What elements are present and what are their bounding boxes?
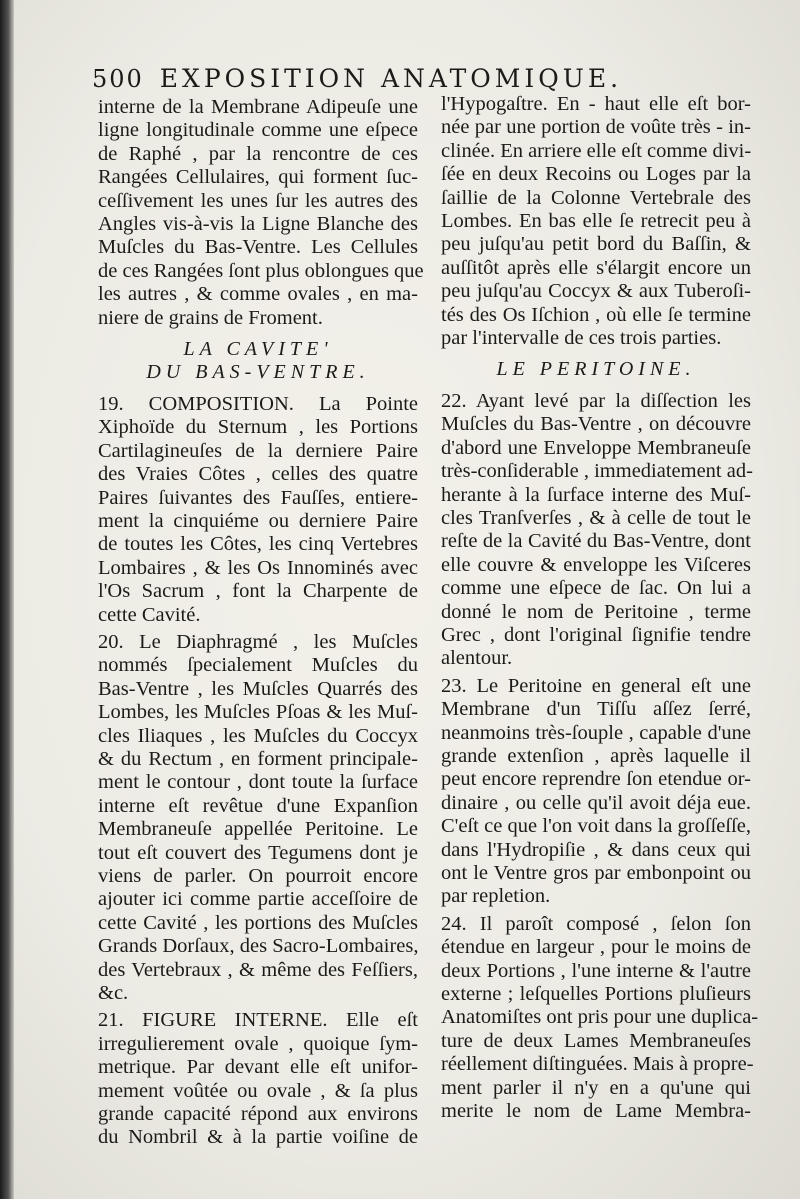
section-heading: LE PERITOINE. bbox=[496, 358, 696, 381]
text-line: peu juſqu'au Coccyx & aux Tuberoſi- bbox=[441, 280, 751, 303]
text-line: interne eſt revêtue d'une Expanſion bbox=[98, 794, 418, 817]
text-line: ment le contour , dont toute la ſurface bbox=[98, 771, 418, 794]
text-line: cles Iliaques , les Muſcles du Coccyx bbox=[98, 724, 418, 747]
running-header bbox=[92, 64, 692, 93]
text-line: de ces Rangées ſont plus oblongues que bbox=[98, 259, 424, 282]
text-line: 22. Ayant levé par la diſſection les bbox=[441, 389, 751, 412]
page-number: 500 bbox=[92, 65, 144, 93]
text-line: d'abord une Enveloppe Membraneuſe bbox=[441, 436, 751, 459]
text-line: peut encore reprendre ſon etendue or- bbox=[441, 768, 751, 791]
text-line: reſte de la Cavité du Bas-Ventre, dont bbox=[441, 530, 751, 553]
spacer bbox=[98, 330, 418, 338]
spacer bbox=[98, 385, 418, 393]
text-line: C'eſt ce que l'on voit dans la groſſeſſe, bbox=[441, 815, 751, 838]
text-line: 24. Il paroît composé , ſelon ſon bbox=[441, 912, 751, 935]
text-line: &c. bbox=[98, 982, 129, 1005]
text-line: deux Portions , l'une interne & l'autre bbox=[441, 959, 751, 982]
text-line: metrique. Par devant elle eſt unifor- bbox=[98, 1056, 418, 1079]
right-column bbox=[441, 93, 759, 1123]
text-line: tés des Os Iſchion , où elle ſe termine bbox=[441, 303, 751, 326]
text-line: Angles vis-à-vis la Ligne Blanche des bbox=[98, 213, 418, 236]
text-line: ajouter ici comme partie acceſſoire de bbox=[98, 888, 418, 911]
section-heading: DU BAS-VENTRE. bbox=[146, 361, 370, 384]
text-line: par l'intervalle de ces trois parties. bbox=[441, 327, 722, 350]
text-line: l'Os Sacrum , font la Charpente de bbox=[98, 580, 418, 603]
text-line: Xiphoïde du Sternum , les Portions bbox=[98, 416, 418, 439]
text-line: Lombes, les Muſcles Pſoas & les Muſ- bbox=[98, 701, 418, 724]
text-line: Cartilagineuſes de la derniere Paire bbox=[98, 439, 418, 462]
text-line: ment parler il n'y en a qu'une qui bbox=[441, 1076, 751, 1099]
text-line: très-conſiderable , immediatement ad- bbox=[441, 460, 753, 483]
text-line: Grec , dont l'original ſignifie tendre bbox=[441, 623, 751, 646]
text-line: de toutes les Côtes, les cinq Vertebres bbox=[98, 533, 418, 556]
spacer bbox=[441, 382, 751, 390]
text-line: peu juſqu'au petit bord du Baſſin, & bbox=[441, 233, 751, 256]
text-line: des Vraies Côtes , celles des quatre bbox=[98, 463, 418, 486]
text-line: Rangées Cellulaires, qui forment ſuc- bbox=[98, 166, 418, 189]
text-line: Lombaires , & les Os Innominés avec bbox=[98, 556, 418, 579]
text-line: par repletion. bbox=[441, 885, 551, 908]
text-line: irregulierement ovale , quoique ſym- bbox=[98, 1032, 418, 1055]
left-column bbox=[98, 96, 424, 1150]
text-line: Grands Dorſaux, des Sacro-Lombaires, bbox=[98, 935, 419, 958]
text-line: comme une eſpece de ſac. On lui a bbox=[441, 577, 751, 600]
text-line: dans l'Hydropiſie , & dans ceux qui bbox=[441, 838, 751, 861]
text-line: ſaillie de la Colonne Vertebrale des bbox=[441, 186, 751, 209]
text-line: ceſſivement les unes ſur les autres des bbox=[98, 189, 418, 212]
text-line: & du Rectum , en forment principale- bbox=[98, 747, 418, 770]
text-line: Membrane d'un Tiſſu aſſez ſerré, bbox=[441, 698, 751, 721]
text-line: Bas-Ventre , les Muſcles Quarrés des bbox=[98, 677, 418, 700]
text-line: donné le nom de Peritoine , terme bbox=[441, 600, 751, 623]
text-line: viens de parler. On pourroit encore bbox=[98, 865, 418, 887]
text-line: niere de grains de Froment. bbox=[98, 306, 323, 329]
text-line: cette Cavité. bbox=[98, 603, 201, 626]
text-line: 21. FIGURE INTERNE. Elle eſt bbox=[98, 1009, 418, 1032]
text-line: Lombes. En bas elle ſe retrecit peu à bbox=[441, 210, 751, 233]
text-line: cette Cavité , les portions des Muſcles bbox=[98, 911, 418, 934]
text-line: Membraneuſe appellée Peritoine. Le bbox=[98, 818, 418, 841]
text-line: les autres , & comme ovales , en ma- bbox=[98, 283, 418, 306]
text-line: neanmoins très-ſouple , capable d'une bbox=[441, 721, 751, 744]
section-heading: LA CAVITE' bbox=[183, 338, 333, 361]
text-line: interne de la Membrane Adipeuſe une bbox=[98, 96, 418, 118]
text-line: l'Hypogaſtre. En - haut elle eſt bor- bbox=[441, 93, 751, 115]
text-line: réellement diſtinguées. Mais à propre- bbox=[441, 1053, 754, 1076]
text-line: de Raphé , par la rencontre de ces bbox=[98, 142, 418, 165]
text-line: du Nombril & à la partie voiſine de bbox=[98, 1126, 418, 1149]
text-line: Paires ſuivantes des Fauſſes, entiere- bbox=[98, 486, 418, 509]
text-line: ligne longitudinale comme une eſpece bbox=[98, 119, 418, 142]
text-line: des Vertebraux , & même des Feſſiers, bbox=[98, 958, 418, 981]
text-line: ment la cinquiéme ou derniere Paire bbox=[98, 509, 418, 532]
text-line: ſée en deux Recoins ou Loges par la bbox=[441, 163, 751, 186]
text-line: mement voûtée ou ovale , & ſa plus bbox=[98, 1079, 418, 1102]
text-line: alentour. bbox=[441, 647, 513, 670]
running-title: EXPOSITION ANATOMIQUE. bbox=[159, 64, 623, 93]
text-line: elle couvre & enveloppe les Viſceres bbox=[441, 553, 751, 576]
text-line: 19. COMPOSITION. La Pointe bbox=[98, 392, 418, 415]
text-line: externe ; leſquelles Portions pluſieurs bbox=[441, 983, 751, 1006]
text-line: étendue en largeur , pour le moins de bbox=[441, 936, 751, 959]
text-line: herante à la ſurface interne des Muſ- bbox=[441, 483, 751, 506]
text-line: grande capacité répond aux environs bbox=[98, 1103, 418, 1126]
text-line: cles Tranſverſes , & à celle de tout le bbox=[441, 506, 751, 529]
text-line: Muſcles du Bas-Ventre. Les Cellules bbox=[98, 236, 418, 259]
text-line: 23. Le Peritoine en general eſt une bbox=[441, 674, 751, 697]
spacer bbox=[441, 350, 751, 358]
text-line: auſſitôt après elle s'élargit encore un bbox=[441, 256, 751, 279]
text-line: dinaire , ou celle qu'il avoit déja eue. bbox=[441, 791, 751, 814]
text-line: tout eſt couvert des Tegumens dont je bbox=[98, 841, 418, 864]
text-line: 20. Le Diaphragmé , les Muſcles bbox=[98, 630, 418, 653]
text-line: grande extenſion , après laquelle il bbox=[441, 744, 751, 767]
text-line: clinée. En arriere elle eſt comme divi- bbox=[441, 139, 752, 162]
text-line: née par une portion de voûte très - in- bbox=[441, 116, 751, 139]
text-line: Anatomiſtes ont pris pour une duplica- bbox=[441, 1006, 759, 1029]
text-line: ture de deux Lames Membraneuſes bbox=[441, 1029, 751, 1052]
text-line: nommés ſpecialement Muſcles du bbox=[98, 654, 418, 677]
text-line: merite le nom de Lame Membra- bbox=[441, 1100, 751, 1123]
text-line: ont le Ventre gros par embonpoint ou bbox=[441, 862, 751, 884]
page-gutter-shadow bbox=[0, 0, 14, 1199]
text-line: Muſcles du Bas-Ventre , on découvre bbox=[441, 413, 751, 436]
